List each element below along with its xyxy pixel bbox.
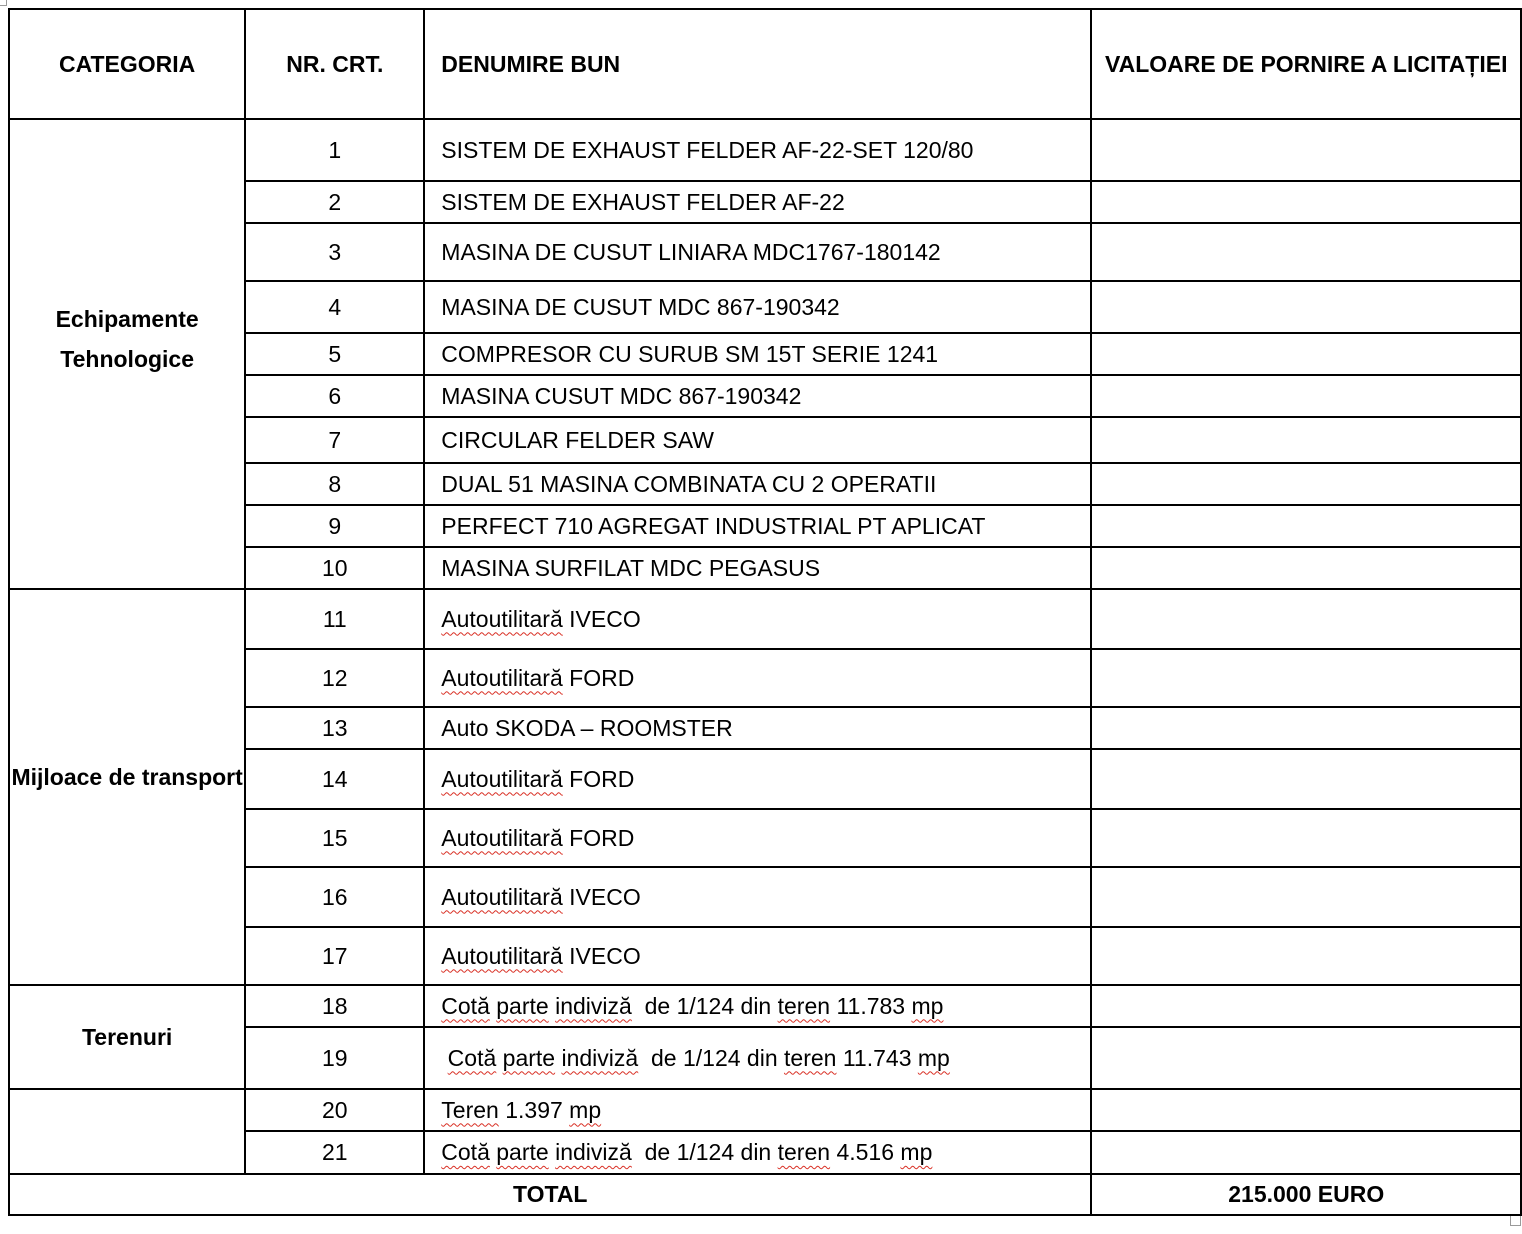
spellcheck-flagged-word: Autoutilitară: [441, 765, 563, 792]
spellcheck-flagged-word: Cotă: [441, 992, 490, 1019]
item-starting-value: [1091, 867, 1521, 927]
item-name: SISTEM DE EXHAUST FELDER AF-22-SET 120/80: [424, 119, 1091, 181]
total-row: [9, 1174, 1521, 1215]
table-row: [9, 985, 1521, 1027]
item-name: MASINA SURFILAT MDC PEGASUS: [424, 547, 1091, 589]
spellcheck-flagged-word: Cotă: [447, 1044, 497, 1071]
item-starting-value: [1091, 589, 1521, 649]
item-name: SISTEM DE EXHAUST FELDER AF-22: [424, 181, 1091, 223]
item-name: Cotă parte indiviză de 1/124 din teren 11.743 mp: [424, 1027, 1091, 1089]
item-number: 16: [245, 867, 424, 927]
item-name: MASINA DE CUSUT MDC 867-190342: [424, 281, 1091, 333]
item-number: 17: [245, 927, 424, 985]
item-number: 8: [245, 463, 424, 505]
table-corner-marker-top-left: [0, 0, 7, 6]
item-starting-value: [1091, 809, 1521, 867]
table-corner-marker-bottom-right: [1510, 1215, 1521, 1226]
item-name: Autoutilitară FORD: [424, 649, 1091, 707]
item-starting-value: [1091, 463, 1521, 505]
item-name: Autoutilitară IVECO: [424, 867, 1091, 927]
spellcheck-flagged-word: Autoutilitară: [441, 664, 563, 691]
item-number: 20: [245, 1089, 424, 1131]
item-starting-value: [1091, 333, 1521, 375]
item-name: DUAL 51 MASINA COMBINATA CU 2 OPERATII: [424, 463, 1091, 505]
item-name: Autoutilitară FORD: [424, 809, 1091, 867]
item-number: 2: [245, 181, 424, 223]
item-number: 15: [245, 809, 424, 867]
item-starting-value: [1091, 181, 1521, 223]
item-name: CIRCULAR FELDER SAW: [424, 417, 1091, 463]
spellcheck-flagged-word: mp: [911, 992, 944, 1019]
item-name: MASINA CUSUT MDC 867-190342: [424, 375, 1091, 417]
item-starting-value: [1091, 505, 1521, 547]
item-starting-value: [1091, 281, 1521, 333]
spellcheck-flagged-word: indiviză: [561, 1044, 639, 1071]
item-number: 1: [245, 119, 424, 181]
item-name: PERFECT 710 AGREGAT INDUSTRIAL PT APLICAT: [424, 505, 1091, 547]
item-number: 7: [245, 417, 424, 463]
item-number: 5: [245, 333, 424, 375]
item-starting-value: [1091, 749, 1521, 809]
spellcheck-flagged-word: parte: [502, 1044, 556, 1071]
auction-items-table: [8, 8, 1522, 1216]
item-starting-value: [1091, 417, 1521, 463]
spellcheck-flagged-word: Autoutilitară: [441, 605, 563, 632]
item-number: 6: [245, 375, 424, 417]
total-value: 215.000 EURO: [1091, 1174, 1521, 1215]
item-starting-value: [1091, 547, 1521, 589]
total-label: TOTAL: [9, 1174, 1091, 1215]
item-number: 19: [245, 1027, 424, 1089]
item-name: Cotă parte indiviză de 1/124 din teren 4.516 mp: [424, 1131, 1091, 1174]
item-starting-value: [1091, 649, 1521, 707]
spellcheck-flagged-word: Autoutilitară: [441, 824, 563, 851]
spellcheck-flagged-word: Cotă: [441, 1139, 490, 1165]
table-row: [9, 119, 1521, 181]
item-starting-value: [1091, 707, 1521, 749]
spellcheck-flagged-word: teren: [777, 1139, 831, 1165]
item-number: 21: [245, 1131, 424, 1174]
table-row: [9, 589, 1521, 649]
category-cell: Echipamente Tehnologice: [9, 119, 245, 589]
category-cell: [9, 1089, 245, 1174]
item-starting-value: [1091, 1131, 1521, 1174]
header-starting-value: VALOARE DE PORNIRE A LICITAȚIEI: [1091, 9, 1521, 119]
spellcheck-flagged-word: mp: [900, 1139, 933, 1165]
spellcheck-flagged-word: Autoutilitară: [441, 883, 563, 910]
spellcheck-flagged-word: Teren: [441, 1096, 499, 1123]
item-number: 9: [245, 505, 424, 547]
spellcheck-flagged-word: mp: [569, 1096, 602, 1123]
item-starting-value: [1091, 375, 1521, 417]
item-number: 18: [245, 985, 424, 1027]
item-starting-value: [1091, 223, 1521, 281]
spellcheck-flagged-word: parte: [496, 992, 549, 1019]
item-number: 13: [245, 707, 424, 749]
item-number: 10: [245, 547, 424, 589]
spellcheck-flagged-word: teren: [784, 1044, 837, 1071]
item-number: 14: [245, 749, 424, 809]
header-item-name: DENUMIRE BUN: [424, 9, 1091, 119]
spellcheck-flagged-word: parte: [496, 1139, 549, 1165]
item-name: Teren 1.397 mp: [424, 1089, 1091, 1131]
item-name: Cotă parte indiviză de 1/124 din teren 11.783 mp: [424, 985, 1091, 1027]
item-name: Autoutilitară IVECO: [424, 589, 1091, 649]
table-row: [9, 1089, 1521, 1131]
item-number: 4: [245, 281, 424, 333]
category-cell: Terenuri: [9, 985, 245, 1089]
item-starting-value: [1091, 1089, 1521, 1131]
item-starting-value: [1091, 1027, 1521, 1089]
item-name: Autoutilitară FORD: [424, 749, 1091, 809]
header-number: NR. CRT.: [245, 9, 424, 119]
item-name: MASINA DE CUSUT LINIARA MDC1767-180142: [424, 223, 1091, 281]
item-name: COMPRESOR CU SURUB SM 15T SERIE 1241: [424, 333, 1091, 375]
item-name: Autoutilitară IVECO: [424, 927, 1091, 985]
item-number: 11: [245, 589, 424, 649]
spellcheck-flagged-word: indiviză: [555, 1139, 632, 1165]
item-starting-value: [1091, 985, 1521, 1027]
table-header-row: [9, 9, 1521, 119]
spellcheck-flagged-word: mp: [917, 1044, 950, 1071]
item-name: Auto SKODA – ROOMSTER: [424, 707, 1091, 749]
item-starting-value: [1091, 927, 1521, 985]
item-starting-value: [1091, 119, 1521, 181]
spellcheck-flagged-word: teren: [777, 992, 831, 1019]
item-number: 3: [245, 223, 424, 281]
spellcheck-flagged-word: indiviză: [555, 992, 632, 1019]
header-category: CATEGORIA: [9, 9, 245, 119]
spellcheck-flagged-word: Autoutilitară: [441, 942, 563, 969]
item-number: 12: [245, 649, 424, 707]
category-cell: Mijloace de transport: [9, 589, 245, 985]
